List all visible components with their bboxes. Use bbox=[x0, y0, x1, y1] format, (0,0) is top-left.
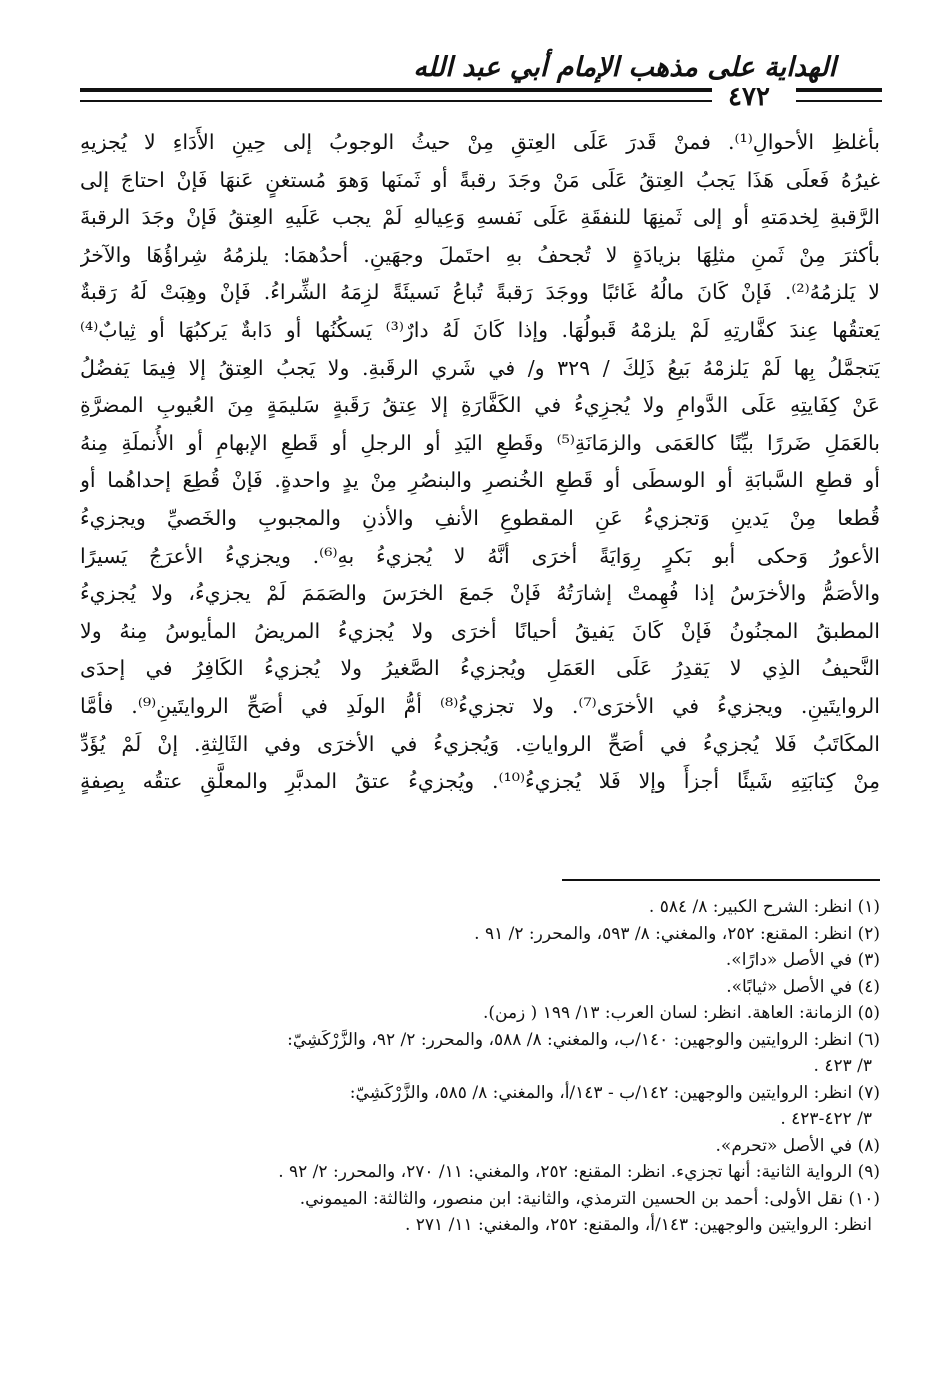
footnote-10-continuation: انظر: الروايتين والوجهين: ١٤٣/أ، والمقنع: ٢٥٢، والمغني: ١١/ ٢٧١ . bbox=[404, 1215, 872, 1235]
text-line: غيرُهُ فَعلَى هَذَا يَجبُ العِتقُ عَلَى مَنْ وجَدَ رقبةً أو ثَمنَها وَهوَ مُستغنٍ عَنهَا فَإنْ احتاجَ إلى bbox=[80, 167, 880, 192]
footnote-4: (٤) في الأصل «ثيابًا». bbox=[726, 976, 880, 997]
footnote-6-continuation: ٣/ ٤٢٣ . bbox=[813, 1056, 872, 1076]
footnote-1: (١) انظر: الشرح الكبير: ٨/ ٥٨٤ . bbox=[648, 897, 880, 917]
text-line: الروايتَينِ. ويجزيءُ في الأخرَى⁽⁷⁾. ولا تجزيءُ⁽⁸⁾ أمُّ الولَدِ في أصَحِّ الروايتَينِ⁽⁹⁾. فأمَّا bbox=[80, 693, 880, 718]
text-line: يَعتقُها عِندَ كفَّارتِهِ لَمْ يلزمْهُ قَبولُهَا. وإذا كَانَ لَهُ دارٌ⁽³⁾ يَسكُنُها أو دَابةٌ يَركبُهَا أو ثِيابٌ⁽⁴⁾ bbox=[80, 317, 880, 342]
footnote-5: (٥) الزمانة: العاهة. انظر: لسان العرب: ١٣/ ١٩٩ ( زمن). bbox=[482, 1003, 880, 1023]
footnote-7-text: (٧) انظر: الروايتين والوجهين: ١٤٢/ب - ١٤٣/أ، والمغني: ٨/ ٥٨٥، والزَّرْكَشِيّ: bbox=[349, 1082, 880, 1103]
text-line: يَتجمَّلُ بِها لَمْ يَلزمْهُ بَيعُ ذَلِكَ / ٣٢٩ و/ في شَري الرقَبةِ. ولا يَجبُ العِتقُ إلا فِيمَا يَفضُلُ bbox=[80, 355, 880, 380]
text-line: بأغلظِ الأحوالِ⁽¹⁾. فمنْ قَدرَ عَلَى العِتقِ مِنْ حيثُ الوجوبُ إلى حِينِ الأَدَاءِ لا يُجزيهِ bbox=[80, 130, 880, 154]
footnote-6-text: (٦) انظر: الروايتين والوجهين: ١٤٠/ب، والمغني: ٨/ ٥٨٨، والمحرر: ٢/ ٩٢، والزَّرْكَشِيّ: bbox=[287, 1029, 880, 1050]
text-line: النَّحيفُ الذِي لا يَقدِرُ عَلَى العَمَلِ ويُجزيءُ الصَّغيرُ ولا يُجزيءُ الكَافِرُ في إحدَى bbox=[80, 656, 880, 681]
footnotes bbox=[80, 894, 880, 1239]
text-line: المطبقُ المجنُونُ فَإنْ كَانَ يَفيقُ أحيانًا أخرَى ولا يُجزيءُ المريضُ المأيوسُ مِنهُ ولا bbox=[80, 618, 880, 643]
text-line: بأكثرَ مِنْ ثَمنِ مثلِهَا بزيادَةٍ لا تُجحفُ بهِ احتَملَ وجهَينِ. أحدُهمَا: يلزمُهُ شِراؤُهَا والآخرُ bbox=[80, 242, 880, 267]
main-paragraph bbox=[80, 124, 880, 801]
footnote-9: (٩) الرواية الثانية: أنها تجزيء. انظر: المقنع: ٢٥٢، والمغني: ١١/ ٢٧٠، والمحرر: ٢/ ٩٢ . bbox=[278, 1162, 880, 1182]
footnote-10-text: (١٠) نقل الأولى: أحمد بن الحسين الترمذي، والثانية: ابن منصور، والثالثة: الميموني. bbox=[299, 1188, 880, 1209]
footnote-10 bbox=[80, 1186, 880, 1239]
text-line: الأعورُ وَحكى أبو بَكرٍ رِوَايَةً أخرَى أنَّهُ لا يُجزيءُ بهِ⁽⁶⁾. ويجزيءُ الأعرَجُ يَسيرًا bbox=[80, 543, 880, 568]
footnote-7 bbox=[80, 1080, 880, 1133]
page-number: ٤٧٢ bbox=[728, 82, 770, 112]
main-text bbox=[80, 124, 880, 801]
footnote-6 bbox=[80, 1027, 880, 1080]
text-line: بالعَمَلِ ضَررًا بيِّنًا كالعَمَى والزمَانَةِ⁽⁵⁾ وقَطعِ اليَدِ أو الرجلِ أو قَطعِ الإبهامِ أو الأُنملَةِ مِنهُ bbox=[80, 430, 880, 455]
running-title: الهداية على مذهب الإمام أبي عبد الله bbox=[413, 52, 836, 83]
footnote-3: (٣) في الأصل «دارًا». bbox=[725, 950, 880, 970]
footnote-separator bbox=[562, 879, 880, 881]
text-line: مِنْ كِتابَتِهِ شَيئًا أجزأَ وإلا فَلا يُجزيءُ⁽¹⁰⁾. ويُجزيءُ عتقُ المدبَّرِ والمعلَّقِ عتقُه بِصِفةٍ bbox=[80, 769, 880, 794]
text-line: قُطعا مِنْ يَدينِ وَتجزيءُ عَنِ المقطوعِ الأنفِ والأذنِ والمجبوبِ والخَصيِّ ويجزيءُ bbox=[80, 505, 880, 530]
footnote-2: (٢) انظر: المقنع: ٢٥٢، والمغني: ٨/ ٥٩٣، والمحرر: ٢/ ٩١ . bbox=[474, 923, 880, 944]
header-rule-left-thin bbox=[80, 100, 712, 102]
text-line: أو قطعِ السَّبابَةِ أو الوسطَى أو قَطعِ الخُنصرِ والبنصُرِ مِنْ يدٍ واحدةٍ. فَإنْ قُطِعَ إحداهُما أو bbox=[80, 468, 880, 493]
text-line: الرَّقبةِ لِخدمَتهِ أو إلى ثَمنِهَا للنفقَةِ عَلَى نَفسهِ وَعِيالهِ لَمْ يجب عَلَيهِ العِتقُ فَإنْ وجَدَ الرقبةَ bbox=[80, 205, 880, 230]
text-line: المكَاتَبُ فَلا يُجزيءُ في أصَحِّ الرواياتِ. وَيُجزيءُ في الأخرَى وفي الثَالِثةِ. إنْ لَمْ يُؤَدِّ bbox=[80, 731, 880, 756]
footnote-8: (٨) في الأصل «تحرم». bbox=[715, 1135, 880, 1156]
header-rule-right-thick bbox=[796, 88, 882, 92]
header-rule-left-thick bbox=[80, 88, 712, 92]
footnote-7-continuation: ٣/ ٤٢٢-٤٢٣ . bbox=[780, 1109, 872, 1129]
text-line: لا يَلزمُهُ⁽²⁾. فَإنْ كَانَ مالُهُ غَائبًا ووجَدَ رَقبةً تُباعُ نَسيئَةً لزِمَهُ الشِّراءُ. فَإنْ وهِبَتْ لَهُ رَقبةٌ bbox=[80, 280, 880, 305]
text-line: والأصَمُّ والأخرَسُ إذا فُهِمتْ إشارَتُهُ فَإنْ جَمعَ الخرَسَ والصَمَمَ لَمْ يجزيءُ، ولا يُجزيءُ bbox=[80, 581, 880, 606]
text-line: عَنْ كِفَايتِهِ عَلَى الدَّوامِ ولا يُجزِيءُ في الكَفَّارَةِ إلا عِتقُ رَقَبةٍ سَليمَةٍ مِنَ العُيوبِ المضرَّةِ bbox=[80, 393, 880, 418]
header-rule-right-thin bbox=[796, 100, 882, 102]
